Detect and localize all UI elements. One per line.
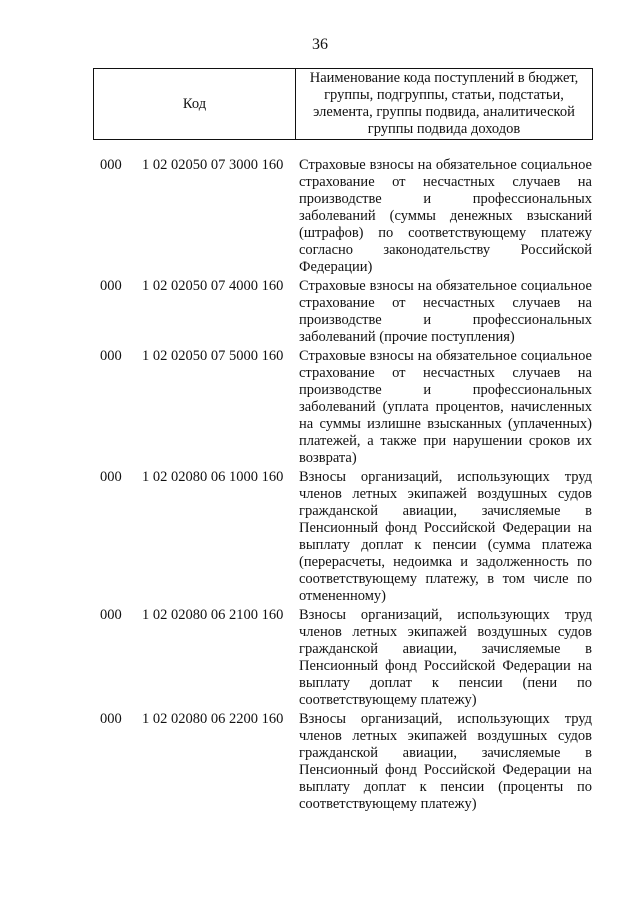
row-income-name: Страховые взносы на обязательное социальное страхование от несчастных случаев на производстве и профессиональных заболеваний (суммы денежных взысканий (штрафов) по соответствующему платежу согласно законодательству Российской Федерации)	[299, 157, 592, 275]
row-income-code: 1 02 02050 07 4000 160	[142, 278, 284, 294]
header-code-cell: Код	[94, 69, 296, 139]
table-row	[100, 607, 592, 709]
row-income-name: Взносы организаций, использующих труд членов летных экипажей воздушных судов гражданской авиации, зачисляемые в Пенсионный фонд Российской Федерации на выплату доплат к пенсии (пени по соответствующему платежу)	[299, 607, 592, 708]
row-admin-code: 000	[100, 278, 122, 294]
row-income-code: 1 02 02080 06 1000 160	[142, 469, 284, 485]
row-income-name: Взносы организаций, использующих труд членов летных экипажей воздушных судов гражданской авиации, зачисляемые в Пенсионный фонд Российской Федерации на выплату доплат к пенсии (проценты по соответствующему платежу)	[299, 711, 592, 812]
row-income-name: Взносы организаций, использующих труд членов летных экипажей воздушных судов гражданской авиации, зачисляемые в Пенсионный фонд Российской Федерации на выплату доплат к пенсии (сумма платежа (перерасчеты, недоимка и задолженность по соответствующему платежу, в том числе по отмененному)	[299, 469, 592, 604]
row-admin-code: 000	[100, 711, 122, 727]
table-row	[100, 278, 592, 346]
row-income-code: 1 02 02080 06 2200 160	[142, 711, 284, 727]
page-number: 36	[312, 36, 328, 53]
row-admin-code: 000	[100, 469, 122, 485]
row-admin-code: 000	[100, 607, 122, 623]
entries-list	[100, 157, 592, 815]
table-row	[100, 157, 592, 276]
row-income-code: 1 02 02050 07 5000 160	[142, 348, 284, 364]
row-income-code: 1 02 02050 07 3000 160	[142, 157, 284, 173]
row-income-name: Страховые взносы на обязательное социальное страхование от несчастных случаев на производстве и профессиональных заболеваний (уплата процентов, начисленных на суммы излишне взысканных (уплаченных) платежей, а также при нарушении сроков их возврата)	[299, 348, 592, 466]
row-income-name: Страховые взносы на обязательное социальное страхование от несчастных случаев на производстве и профессиональных заболеваний (прочие поступления)	[299, 278, 592, 345]
row-income-code: 1 02 02080 06 2100 160	[142, 607, 284, 623]
table-header	[93, 68, 593, 140]
row-admin-code: 000	[100, 157, 122, 173]
table-row	[100, 469, 592, 605]
header-name-cell: Наименование кода поступлений в бюджет, группы, подгруппы, статьи, подстатьи, элемента, группы подвида, аналитической группы подвида доходов	[309, 70, 579, 137]
row-admin-code: 000	[100, 348, 122, 364]
table-row	[100, 711, 592, 813]
table-row	[100, 348, 592, 467]
